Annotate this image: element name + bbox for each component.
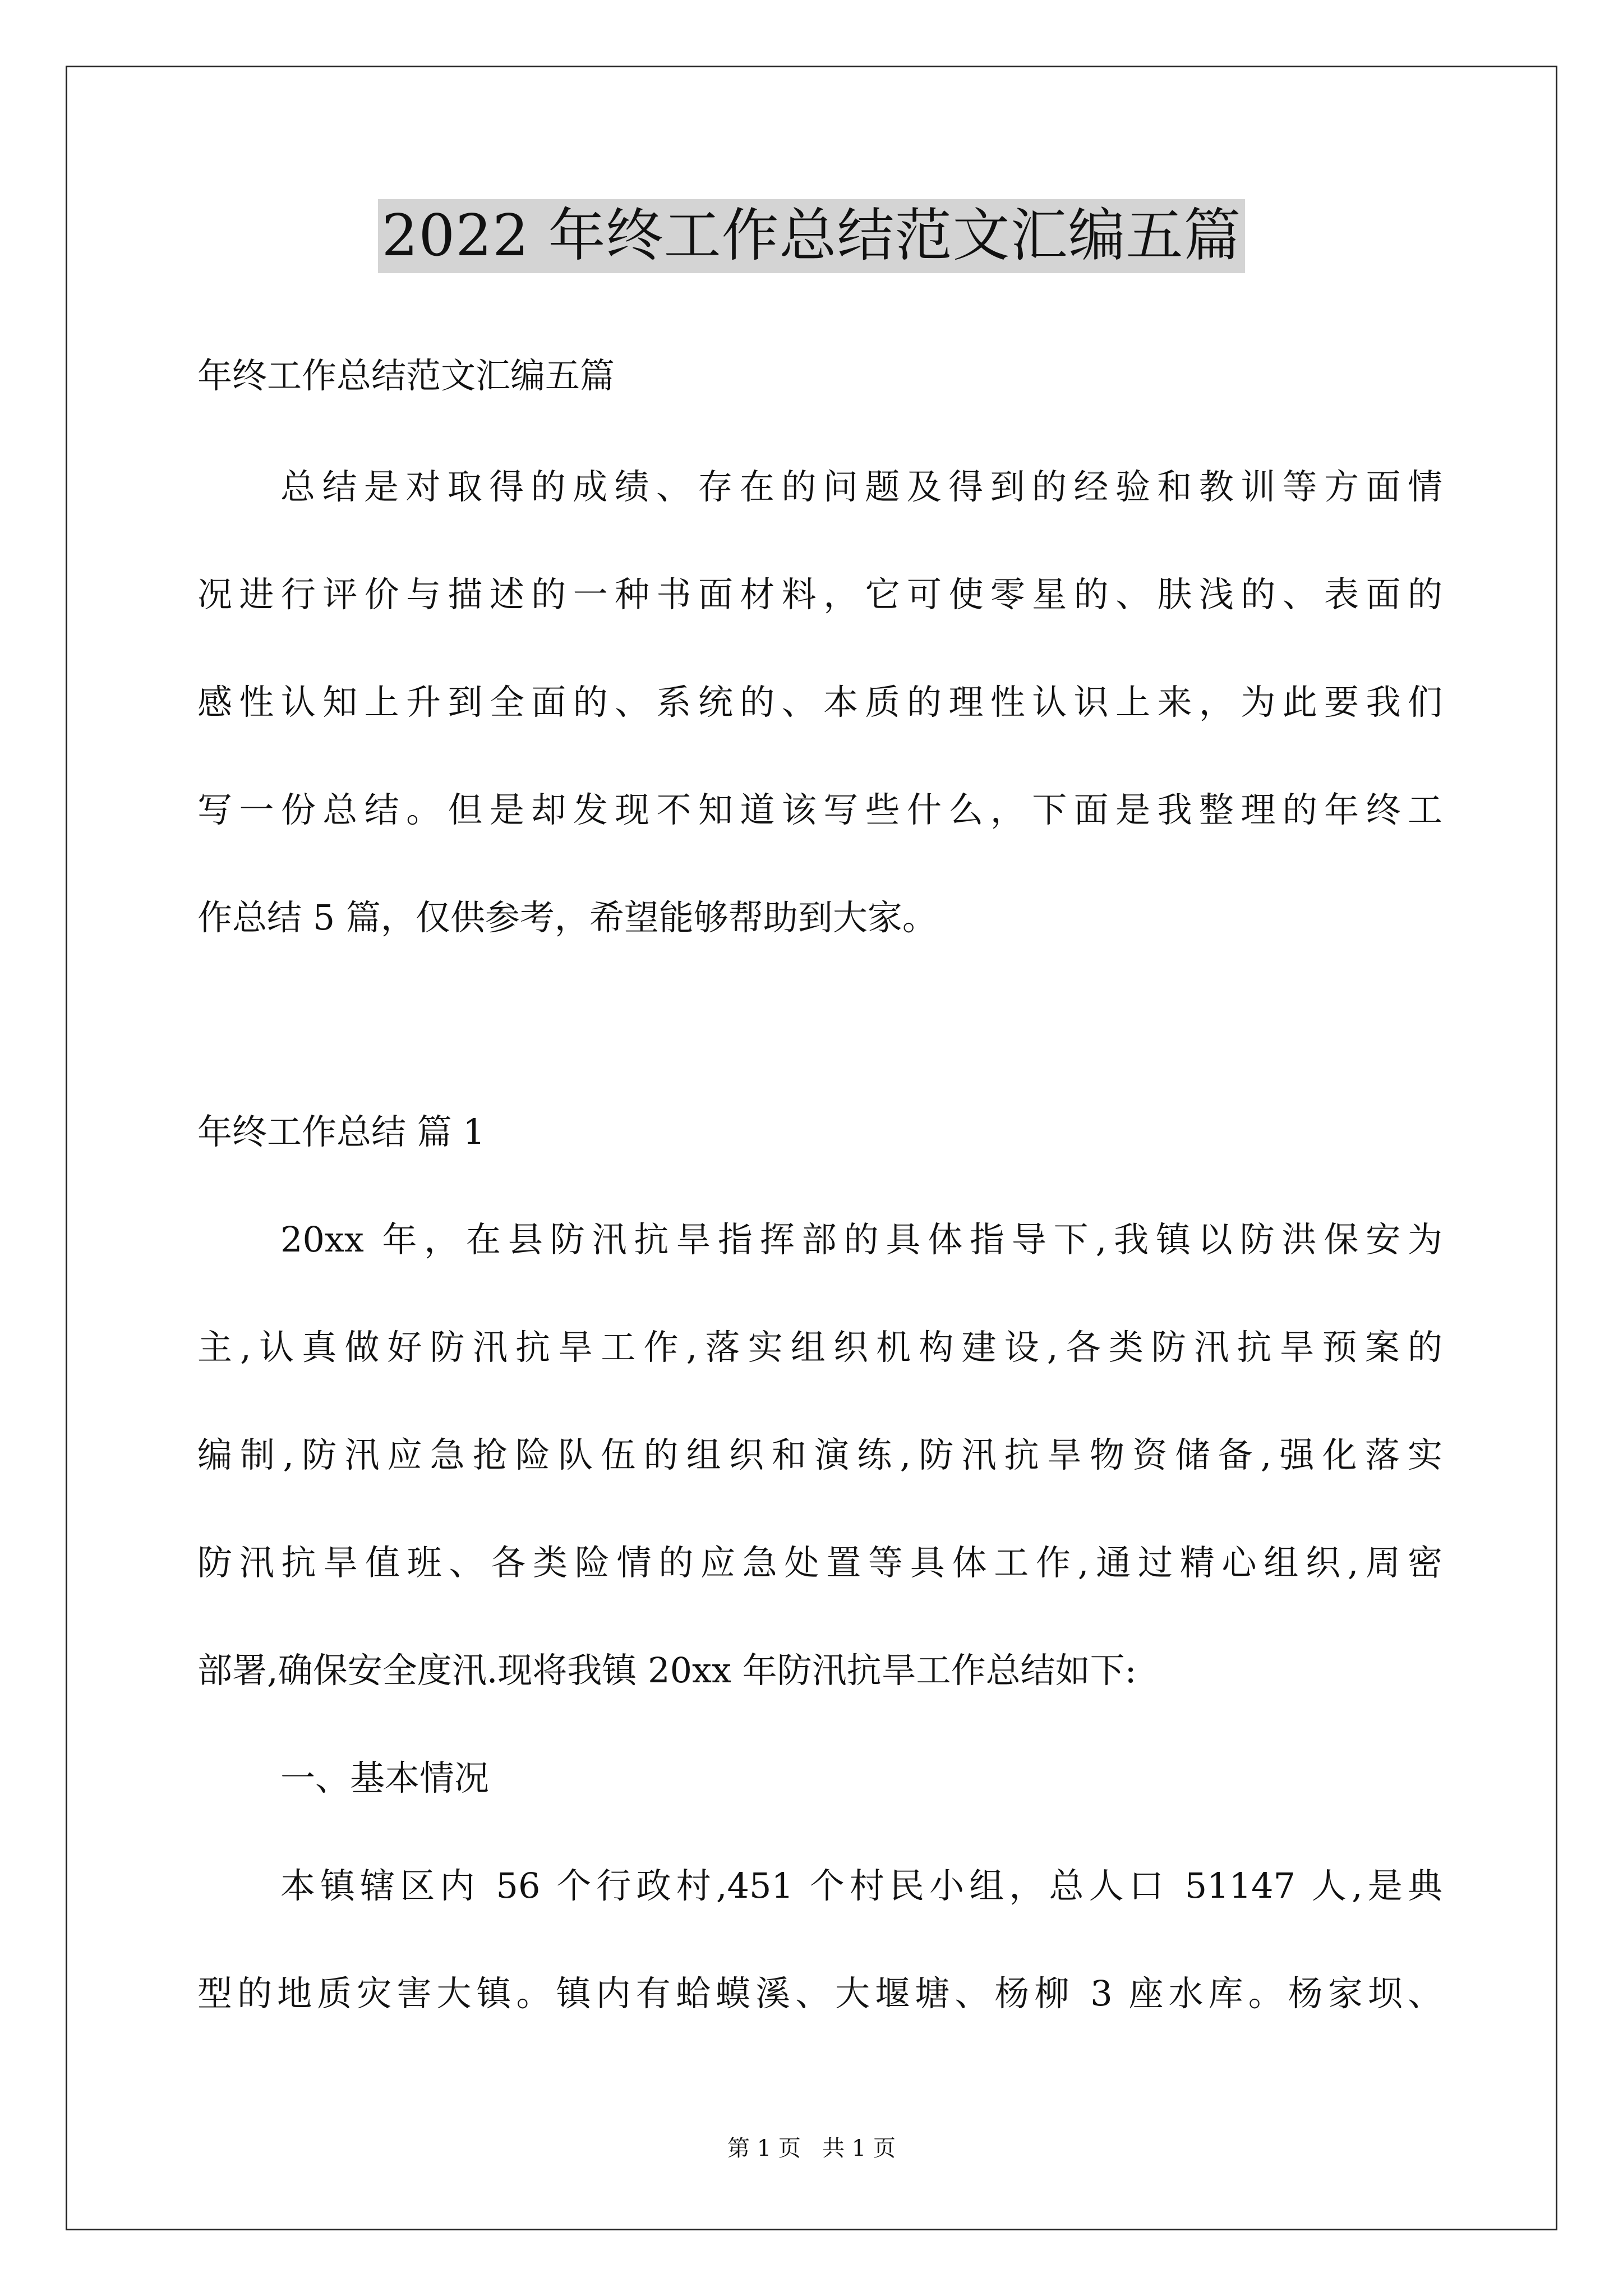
title-container [0, 199, 1623, 273]
paragraph-line: 作总结 5 篇，仅供参考，希望能够帮助到大家。 [197, 897, 937, 938]
paragraph-line: 编制,防汛应急抢险队伍的组织和演练,防汛抗旱物资储备,强化落实 [197, 1434, 1442, 1475]
paragraph-line: 感性认知上升到全面的、系统的、本质的理性认识上来，为此要我们 [197, 682, 1442, 723]
paragraph-line: 本镇辖区内 56 个行政村,451 个村民小组，总人口 51147 人,是典 [280, 1865, 1442, 1906]
paragraph-line: 写一份总结。但是却发现不知道该写些什么，下面是我整理的年终工 [197, 789, 1442, 830]
paragraph-line: 20xx 年，在县防汛抗旱指挥部的具体指导下,我镇以防洪保安为 [280, 1219, 1442, 1260]
paragraph-line: 型的地质灾害大镇。镇内有蛤蟆溪、大堰塘、杨柳 3 座水库。杨家坝、 [197, 1973, 1442, 2014]
paragraph-line: 部署,确保安全度汛.现将我镇 20xx 年防汛抗旱工作总结如下: [197, 1650, 1137, 1691]
page-footer: 第 1 页 共 1 页 [727, 2136, 896, 2161]
section-heading: 年终工作总结 篇 1 [197, 1111, 485, 1152]
document-title: 2022 年终工作总结范文汇编五篇 [378, 199, 1244, 273]
paragraph-line: 主,认真做好防汛抗旱工作,落实组织机构建设,各类防汛抗旱预案的 [197, 1327, 1442, 1368]
sub-heading: 一、基本情况 [280, 1757, 490, 1798]
paragraph-line: 防汛抗旱值班、各类险情的应急处置等具体工作,通过精心组织,周密 [197, 1542, 1442, 1583]
paragraph-line: 况进行评价与描述的一种书面材料，它可使零星的、肤浅的、表面的 [197, 574, 1442, 615]
document-subtitle: 年终工作总结范文汇编五篇 [197, 355, 615, 396]
paragraph-line: 总结是对取得的成绩、存在的问题及得到的经验和教训等方面情 [280, 466, 1442, 507]
